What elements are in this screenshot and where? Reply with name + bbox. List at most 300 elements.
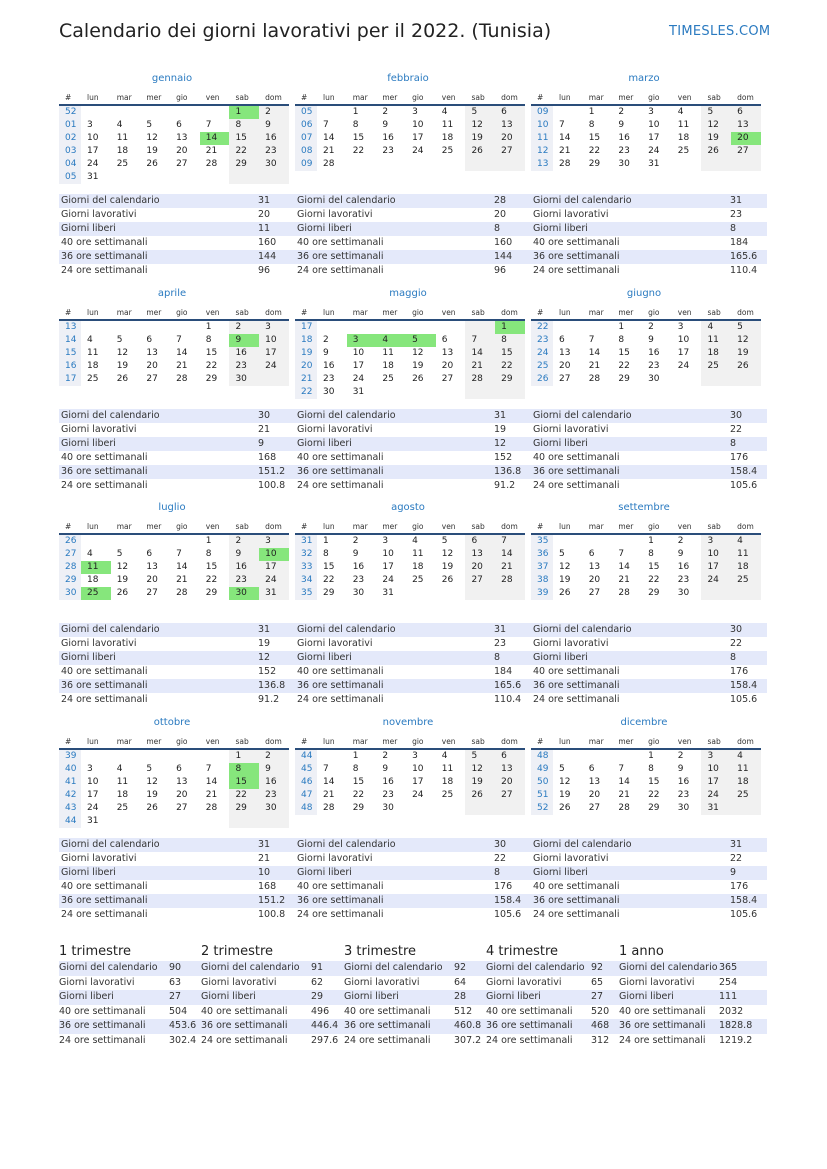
month-calendar <box>59 521 289 600</box>
day-cell <box>347 158 377 171</box>
day-cell: 13 <box>559 348 571 358</box>
day-cell: 25 <box>441 790 454 800</box>
day-cell: 19 <box>441 562 454 572</box>
week-number: 01 <box>59 119 81 132</box>
stat-row <box>295 451 531 465</box>
holiday-day-cell: 4 <box>376 334 406 347</box>
day-cell: 12 <box>441 549 454 559</box>
stat-row <box>59 838 295 852</box>
week-number: 48 <box>531 749 553 763</box>
week-row <box>59 574 289 587</box>
day-cell: 21 <box>465 360 495 373</box>
day-cell <box>583 534 613 548</box>
summary-row <box>59 976 767 991</box>
day-cell: 8 <box>205 549 212 559</box>
day-cell: 8 <box>352 764 359 774</box>
week-row <box>59 145 289 158</box>
summary-cell <box>344 1005 486 1020</box>
week-number-header: # <box>295 92 317 105</box>
month-calendar <box>295 92 525 171</box>
day-cell: 7 <box>588 335 595 345</box>
weekday-header: dom <box>731 521 761 534</box>
week-row <box>531 132 761 145</box>
stat-value: 8 <box>494 652 501 663</box>
stat-label: 24 ore settimanali <box>533 909 620 920</box>
day-cell: 28 <box>323 803 335 813</box>
stat-label: Giorni del calendario <box>533 624 632 635</box>
stat-label: Giorni del calendario <box>533 410 632 421</box>
stat-label: Giorni liberi <box>297 652 352 663</box>
summary-cell <box>486 976 619 991</box>
stat-label: Giorni del calendario <box>61 839 160 850</box>
day-cell <box>170 815 200 828</box>
stat-value: 30 <box>494 839 507 850</box>
summary-cell <box>344 990 486 1005</box>
week-row <box>59 548 289 561</box>
day-cell <box>111 171 141 184</box>
day-cell: 28 <box>618 588 630 598</box>
week-number: 28 <box>59 561 81 574</box>
week-row <box>531 587 761 600</box>
day-cell <box>436 587 466 600</box>
stat-row <box>531 637 767 651</box>
day-cell <box>170 320 200 334</box>
day-cell <box>200 171 230 184</box>
week-row <box>531 119 761 132</box>
day-cell <box>583 320 613 334</box>
weekday-header: gio <box>406 92 436 105</box>
week-row <box>295 334 525 347</box>
day-cell: 16 <box>229 561 259 574</box>
day-cell: 16 <box>259 776 289 789</box>
day-cell: 16 <box>259 132 289 145</box>
weekday-header: mer <box>140 307 170 320</box>
day-cell: 21 <box>205 790 218 800</box>
day-cell: 13 <box>146 348 158 358</box>
day-cell: 8 <box>205 335 212 345</box>
weekday-header: gio <box>642 736 672 749</box>
day-cell: 5 <box>731 320 761 334</box>
weekday-header: lun <box>81 521 111 534</box>
day-cell: 29 <box>618 374 630 384</box>
day-cell <box>672 373 702 386</box>
day-cell: 1 <box>229 749 259 763</box>
stat-row <box>531 665 767 679</box>
day-cell: 9 <box>229 548 259 561</box>
summary-value: 90 <box>169 962 182 973</box>
weekday-header: mer <box>376 521 406 534</box>
day-cell: 12 <box>701 119 731 132</box>
weekday-header: ven <box>672 521 702 534</box>
stat-value: 105.6 <box>730 694 758 705</box>
day-cell: 31 <box>352 387 365 397</box>
summary-label: 24 ore settimanali <box>344 1034 431 1046</box>
stat-row <box>59 264 295 278</box>
stat-label: Giorni liberi <box>533 438 588 449</box>
summary-value: 512 <box>454 1005 473 1017</box>
summary-value: 29 <box>311 991 324 1002</box>
day-cell <box>140 320 170 334</box>
day-cell: 27 <box>495 145 525 158</box>
stat-label: 24 ore settimanali <box>297 694 384 705</box>
day-cell: 22 <box>648 575 660 585</box>
day-cell: 25 <box>731 574 761 587</box>
week-number: 03 <box>59 145 81 158</box>
weekday-header-row <box>295 736 525 749</box>
summary-title: 1 trimestre <box>59 944 132 959</box>
day-cell: 21 <box>176 361 188 371</box>
day-cell: 8 <box>229 119 259 132</box>
stat-row <box>59 894 295 908</box>
day-cell: 7 <box>495 534 525 548</box>
stat-label: 36 ore settimanali <box>61 466 148 477</box>
week-number: 16 <box>59 360 81 373</box>
day-cell: 16 <box>677 562 690 572</box>
day-cell <box>200 749 230 763</box>
summary-cell <box>59 961 201 976</box>
month-novembre <box>295 716 521 815</box>
stat-row <box>531 222 767 236</box>
day-cell: 9 <box>323 348 329 358</box>
day-cell: 1 <box>352 107 359 117</box>
day-cell: 24 <box>701 789 731 802</box>
stat-value: 30 <box>258 410 271 421</box>
week-number: 05 <box>295 105 317 119</box>
week-number: 43 <box>59 802 81 815</box>
week-row <box>531 749 761 763</box>
week-row <box>59 347 289 360</box>
stat-value: 152 <box>258 666 277 677</box>
day-cell: 3 <box>87 764 93 774</box>
day-cell: 29 <box>323 588 335 598</box>
summary-value: 111 <box>719 991 738 1002</box>
stat-label: 40 ore settimanali <box>533 237 620 248</box>
day-cell: 22 <box>229 789 259 802</box>
day-cell: 29 <box>229 158 259 171</box>
stat-row <box>295 665 531 679</box>
day-cell: 19 <box>731 347 761 360</box>
summary-label: 40 ore settimanali <box>486 1005 573 1017</box>
day-cell: 31 <box>87 172 99 182</box>
week-number-header: # <box>295 307 317 320</box>
day-cell: 14 <box>495 548 525 561</box>
summary-label: 24 ore settimanali <box>486 1034 573 1046</box>
week-number: 25 <box>531 360 553 373</box>
summary-cell <box>619 976 767 991</box>
stat-label: Giorni del calendario <box>297 195 396 206</box>
day-cell: 19 <box>116 575 129 585</box>
day-cell: 4 <box>731 749 761 763</box>
summary-value: 297.6 <box>311 1034 339 1046</box>
week-row <box>531 334 761 347</box>
summary-cell <box>619 1034 767 1049</box>
week-number-header: # <box>531 92 553 105</box>
day-cell: 12 <box>412 348 424 358</box>
summary-label: 36 ore settimanali <box>59 1020 146 1031</box>
summary-value: 496 <box>311 1005 330 1017</box>
day-cell: 28 <box>559 159 571 169</box>
stat-value: 23 <box>494 638 507 649</box>
weekday-header: mar <box>111 92 141 105</box>
day-cell: 30 <box>259 158 289 171</box>
day-cell: 14 <box>618 777 630 787</box>
day-cell: 23 <box>259 789 289 802</box>
summary-title: 1 anno <box>619 944 664 959</box>
month-luglio <box>59 501 285 600</box>
day-cell: 14 <box>323 133 335 143</box>
weekday-header: sab <box>701 307 731 320</box>
day-cell: 16 <box>618 133 630 143</box>
summary-label: Giorni lavorativi <box>201 976 277 988</box>
week-number: 13 <box>59 320 81 334</box>
stat-row <box>531 451 767 465</box>
day-cell: 10 <box>259 334 289 347</box>
month-name: gennaio <box>151 73 193 84</box>
day-cell: 9 <box>352 549 359 559</box>
stat-row <box>59 208 295 222</box>
day-cell: 21 <box>618 575 630 585</box>
day-cell: 11 <box>412 549 424 559</box>
month-stats-giugno <box>531 409 767 493</box>
week-row <box>59 534 289 548</box>
day-cell: 19 <box>146 790 158 800</box>
stat-row <box>531 651 767 665</box>
weekday-header: mar <box>347 92 377 105</box>
week-row <box>531 145 761 158</box>
day-cell: 18 <box>412 562 424 572</box>
stat-value: 8 <box>730 223 737 234</box>
stat-label: Giorni del calendario <box>297 410 396 421</box>
stat-row <box>59 194 295 208</box>
stat-value: 152 <box>494 452 513 463</box>
summary-cell <box>59 1034 201 1049</box>
weekday-header: ven <box>200 521 230 534</box>
day-cell: 16 <box>382 133 394 143</box>
stat-row <box>531 409 767 423</box>
day-cell: 26 <box>731 360 761 373</box>
stat-label: Giorni liberi <box>533 867 588 878</box>
summary-section <box>59 944 767 1048</box>
stat-label: Giorni del calendario <box>297 839 396 850</box>
stat-row <box>531 852 767 866</box>
stat-value: 11 <box>258 223 271 234</box>
stat-row <box>295 637 531 651</box>
week-row <box>295 145 525 158</box>
weekday-header: lun <box>553 92 583 105</box>
day-cell: 31 <box>382 588 394 598</box>
stat-label: Giorni lavorativi <box>297 424 373 435</box>
weekday-header: lun <box>81 307 111 320</box>
summary-value: 28 <box>454 991 467 1002</box>
day-cell: 25 <box>382 374 394 384</box>
day-cell: 21 <box>495 561 525 574</box>
stat-label: Giorni lavorativi <box>533 853 609 864</box>
week-row <box>59 815 289 828</box>
day-cell: 21 <box>588 361 601 371</box>
day-cell: 27 <box>588 803 601 813</box>
stat-row <box>59 908 295 922</box>
stat-label: Giorni liberi <box>533 223 588 234</box>
month-calendar <box>531 307 761 386</box>
weekday-header-row <box>531 736 761 749</box>
stat-value: 31 <box>730 839 743 850</box>
day-cell <box>612 749 642 763</box>
summary-value: 2032 <box>719 1005 744 1017</box>
stat-row <box>531 880 767 894</box>
day-cell: 22 <box>618 361 630 371</box>
month-name: febbraio <box>387 73 429 84</box>
stat-label: 36 ore settimanali <box>533 466 620 477</box>
holiday-day-cell: 9 <box>229 334 259 347</box>
stat-row <box>295 651 531 665</box>
day-cell: 21 <box>205 146 218 156</box>
week-number: 30 <box>59 587 81 600</box>
stat-label: 24 ore settimanali <box>61 694 148 705</box>
week-number: 48 <box>295 802 317 815</box>
summary-cell <box>59 1005 201 1020</box>
day-cell <box>701 158 731 171</box>
day-cell <box>465 587 495 600</box>
summary-cell <box>201 1005 344 1020</box>
day-cell: 11 <box>87 348 99 358</box>
day-cell: 10 <box>648 120 660 130</box>
holiday-day-cell: 10 <box>259 548 289 561</box>
day-cell: 6 <box>495 749 525 763</box>
weekday-header-row <box>59 736 289 749</box>
weekday-header: ven <box>672 736 702 749</box>
stat-value: 176 <box>730 666 749 677</box>
week-number: 21 <box>295 373 317 386</box>
day-cell: 22 <box>205 361 218 371</box>
stat-value: 19 <box>258 638 271 649</box>
holiday-day-cell: 1 <box>229 105 259 119</box>
stat-label: Giorni lavorativi <box>297 638 373 649</box>
week-row <box>531 548 761 561</box>
day-cell: 3 <box>677 322 684 332</box>
week-number: 36 <box>531 548 553 561</box>
day-cell: 24 <box>259 360 289 373</box>
day-cell: 28 <box>205 803 218 813</box>
month-name: agosto <box>391 502 425 513</box>
day-cell: 23 <box>382 146 394 156</box>
day-cell: 1 <box>352 751 359 761</box>
weekday-header: ven <box>200 307 230 320</box>
weekday-header: mar <box>583 736 613 749</box>
month-calendar <box>59 736 289 828</box>
day-cell: 3 <box>259 320 289 334</box>
month-settembre <box>531 501 757 600</box>
weekday-header: gio <box>406 736 436 749</box>
week-number: 37 <box>531 561 553 574</box>
week-row <box>295 320 525 334</box>
month-ottobre <box>59 716 285 828</box>
stat-value: 31 <box>258 839 271 850</box>
stat-label: Giorni liberi <box>61 867 116 878</box>
day-cell: 13 <box>588 562 601 572</box>
day-cell: 4 <box>701 320 731 334</box>
day-cell: 10 <box>412 120 424 130</box>
stat-row <box>59 679 295 693</box>
day-cell: 26 <box>559 803 571 813</box>
summary-label: 24 ore settimanali <box>201 1034 288 1046</box>
day-cell: 4 <box>87 335 93 345</box>
weekday-header: mer <box>376 307 406 320</box>
stat-row <box>295 880 531 894</box>
day-cell: 10 <box>701 763 731 776</box>
summary-cell <box>59 976 201 991</box>
day-cell: 7 <box>618 764 625 774</box>
summary-cell <box>344 1034 486 1049</box>
day-cell <box>406 158 436 171</box>
stat-row <box>59 866 295 880</box>
stat-label: 24 ore settimanali <box>533 265 620 276</box>
week-number: 13 <box>531 158 553 171</box>
day-cell: 17 <box>352 361 365 371</box>
day-cell: 27 <box>176 159 188 169</box>
week-row <box>295 158 525 171</box>
day-cell: 25 <box>412 575 424 585</box>
day-cell: 1 <box>588 107 595 117</box>
weekday-header: ven <box>200 92 230 105</box>
weekday-header: gio <box>642 307 672 320</box>
week-number: 29 <box>59 574 81 587</box>
day-cell: 24 <box>412 790 424 800</box>
summary-cell <box>486 1019 619 1034</box>
day-cell: 24 <box>259 574 289 587</box>
day-cell: 2 <box>382 751 389 761</box>
day-cell <box>170 749 200 763</box>
day-cell: 11 <box>701 334 731 347</box>
day-cell <box>259 373 289 386</box>
stat-row <box>59 479 295 493</box>
day-cell: 17 <box>701 776 731 789</box>
weekday-header: lun <box>553 307 583 320</box>
stat-label: Giorni lavorativi <box>61 209 137 220</box>
day-cell: 9 <box>382 764 389 774</box>
week-number: 18 <box>295 334 317 347</box>
month-name: maggio <box>389 288 427 299</box>
weekday-header: mer <box>612 92 642 105</box>
week-row <box>531 320 761 334</box>
stat-value: 12 <box>258 652 271 663</box>
stat-row <box>295 866 531 880</box>
day-cell: 6 <box>588 764 595 774</box>
weekday-header: dom <box>731 307 761 320</box>
stat-row <box>295 623 531 637</box>
week-number: 12 <box>531 145 553 158</box>
day-cell: 22 <box>323 575 335 585</box>
day-cell: 18 <box>701 347 731 360</box>
week-row <box>295 132 525 145</box>
stat-row <box>295 679 531 693</box>
stat-row <box>59 623 295 637</box>
day-cell: 15 <box>352 133 365 143</box>
weekday-header: mar <box>583 307 613 320</box>
summary-value: 1219.2 <box>719 1034 753 1046</box>
day-cell: 26 <box>465 145 495 158</box>
weekday-header: mar <box>583 521 613 534</box>
brand-link[interactable]: TIMESLES.COM <box>669 24 771 39</box>
stat-value: 21 <box>258 853 271 864</box>
day-cell: 20 <box>441 361 454 371</box>
day-cell <box>170 105 200 119</box>
month-calendar <box>295 521 525 600</box>
weekday-header: sab <box>229 307 259 320</box>
weekday-header: dom <box>259 521 289 534</box>
week-row <box>295 789 525 802</box>
day-cell <box>406 587 436 600</box>
day-cell: 17 <box>87 146 99 156</box>
